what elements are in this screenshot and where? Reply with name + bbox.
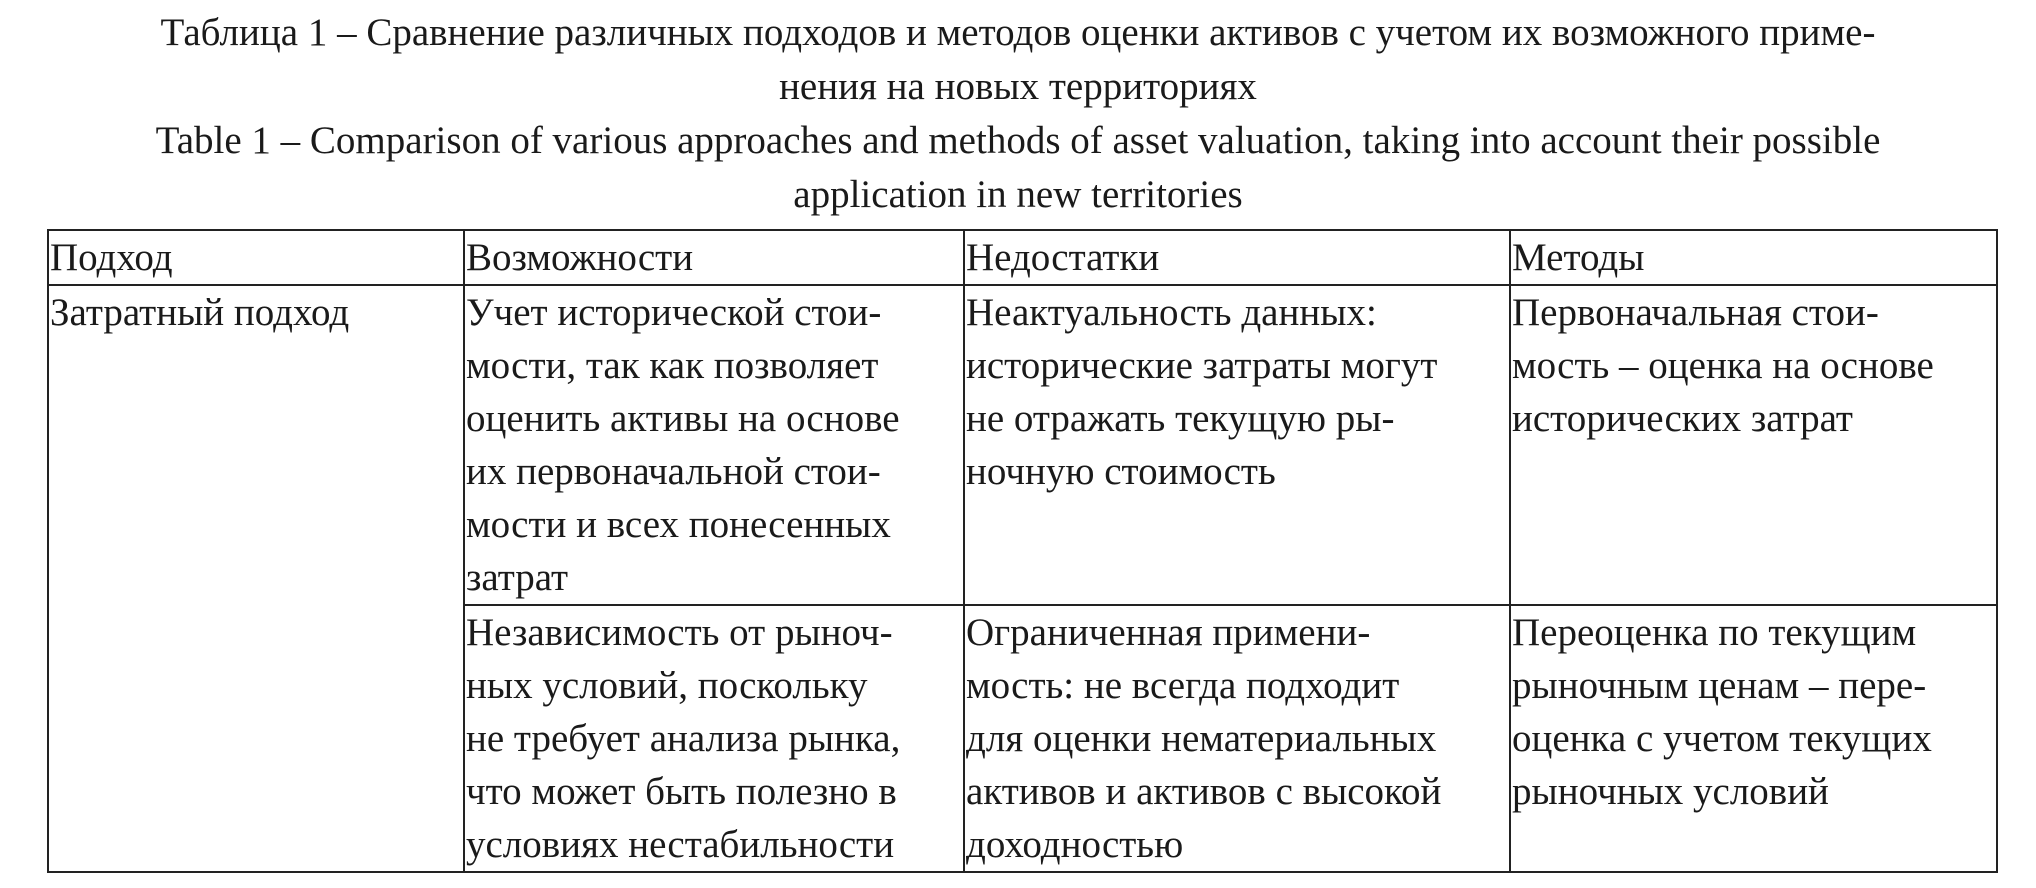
comparison-table [47,229,1998,873]
cell-line: ных условий, поскольку [466,664,868,707]
cell-line: доходностью [966,823,1184,866]
cell-line: рыночным ценам – пере- [1512,664,1927,707]
cell-line: исторических затрат [1512,397,1853,440]
cell-line: Неактуальность данных: [966,291,1377,334]
header-drawbacks: Недостатки [964,230,1510,285]
header-approach: Подход [48,230,464,285]
header-opportunities: Возможности [464,230,964,285]
table-header-row [48,230,1997,285]
drawbacks-cell [964,605,1510,872]
table-caption [0,6,2036,222]
cell-line: мости, так как позволяет [466,344,879,387]
cell-line: рыночных условий [1512,770,1829,813]
cell-line: ночную стоимость [966,450,1276,493]
table-row [48,285,1997,605]
drawbacks-cell [964,285,1510,605]
approach-cell [48,285,464,872]
cell-line: что может быть полезно в [466,770,897,813]
caption-en-line-1: Table 1 – Comparison of various approaches and methods of asset valuation, taking into account their possible [155,119,1881,162]
cell-line: не отражать текущую ры- [966,397,1395,440]
cell-line: Переоценка по текущим [1512,611,1917,654]
cell-line: оценить активы на основе [466,397,900,440]
header-methods: Методы [1510,230,1997,285]
cell-line: их первоначальной стои- [466,450,881,493]
cell-line: для оценки нематериальных [966,717,1437,760]
cell-line: исторические затраты могут [966,344,1438,387]
opportunities-cell [464,605,964,872]
cell-line: не требует анализа рынка, [466,717,901,760]
approach-name: Затратный подход [50,291,350,334]
cell-line: мость: не всегда подходит [966,664,1400,707]
opportunities-cell [464,285,964,605]
cell-line: Ограниченная примени- [966,611,1371,654]
caption-ru-line-2: нения на новых территориях [779,65,1257,108]
cell-line: мость – оценка на основе [1512,344,1934,387]
caption-ru-line-1: Таблица 1 – Сравнение различных подходов и методов оценки активов с учетом их возможного приме- [160,11,1876,54]
caption-en-line-2: application in new territories [793,173,1243,216]
methods-cell [1510,605,1997,872]
methods-cell [1510,285,1997,605]
cell-line: Учет исторической стои- [466,291,882,334]
cell-line: условиях нестабильности [466,823,895,866]
cell-line: оценка с учетом текущих [1512,717,1932,760]
cell-line: активов и активов с высокой [966,770,1442,813]
cell-line: Первоначальная стои- [1512,291,1879,334]
cell-line: Независимость от рыноч- [466,611,893,654]
cell-line: затрат [466,556,569,599]
cell-line: мости и всех понесенных [466,503,891,546]
